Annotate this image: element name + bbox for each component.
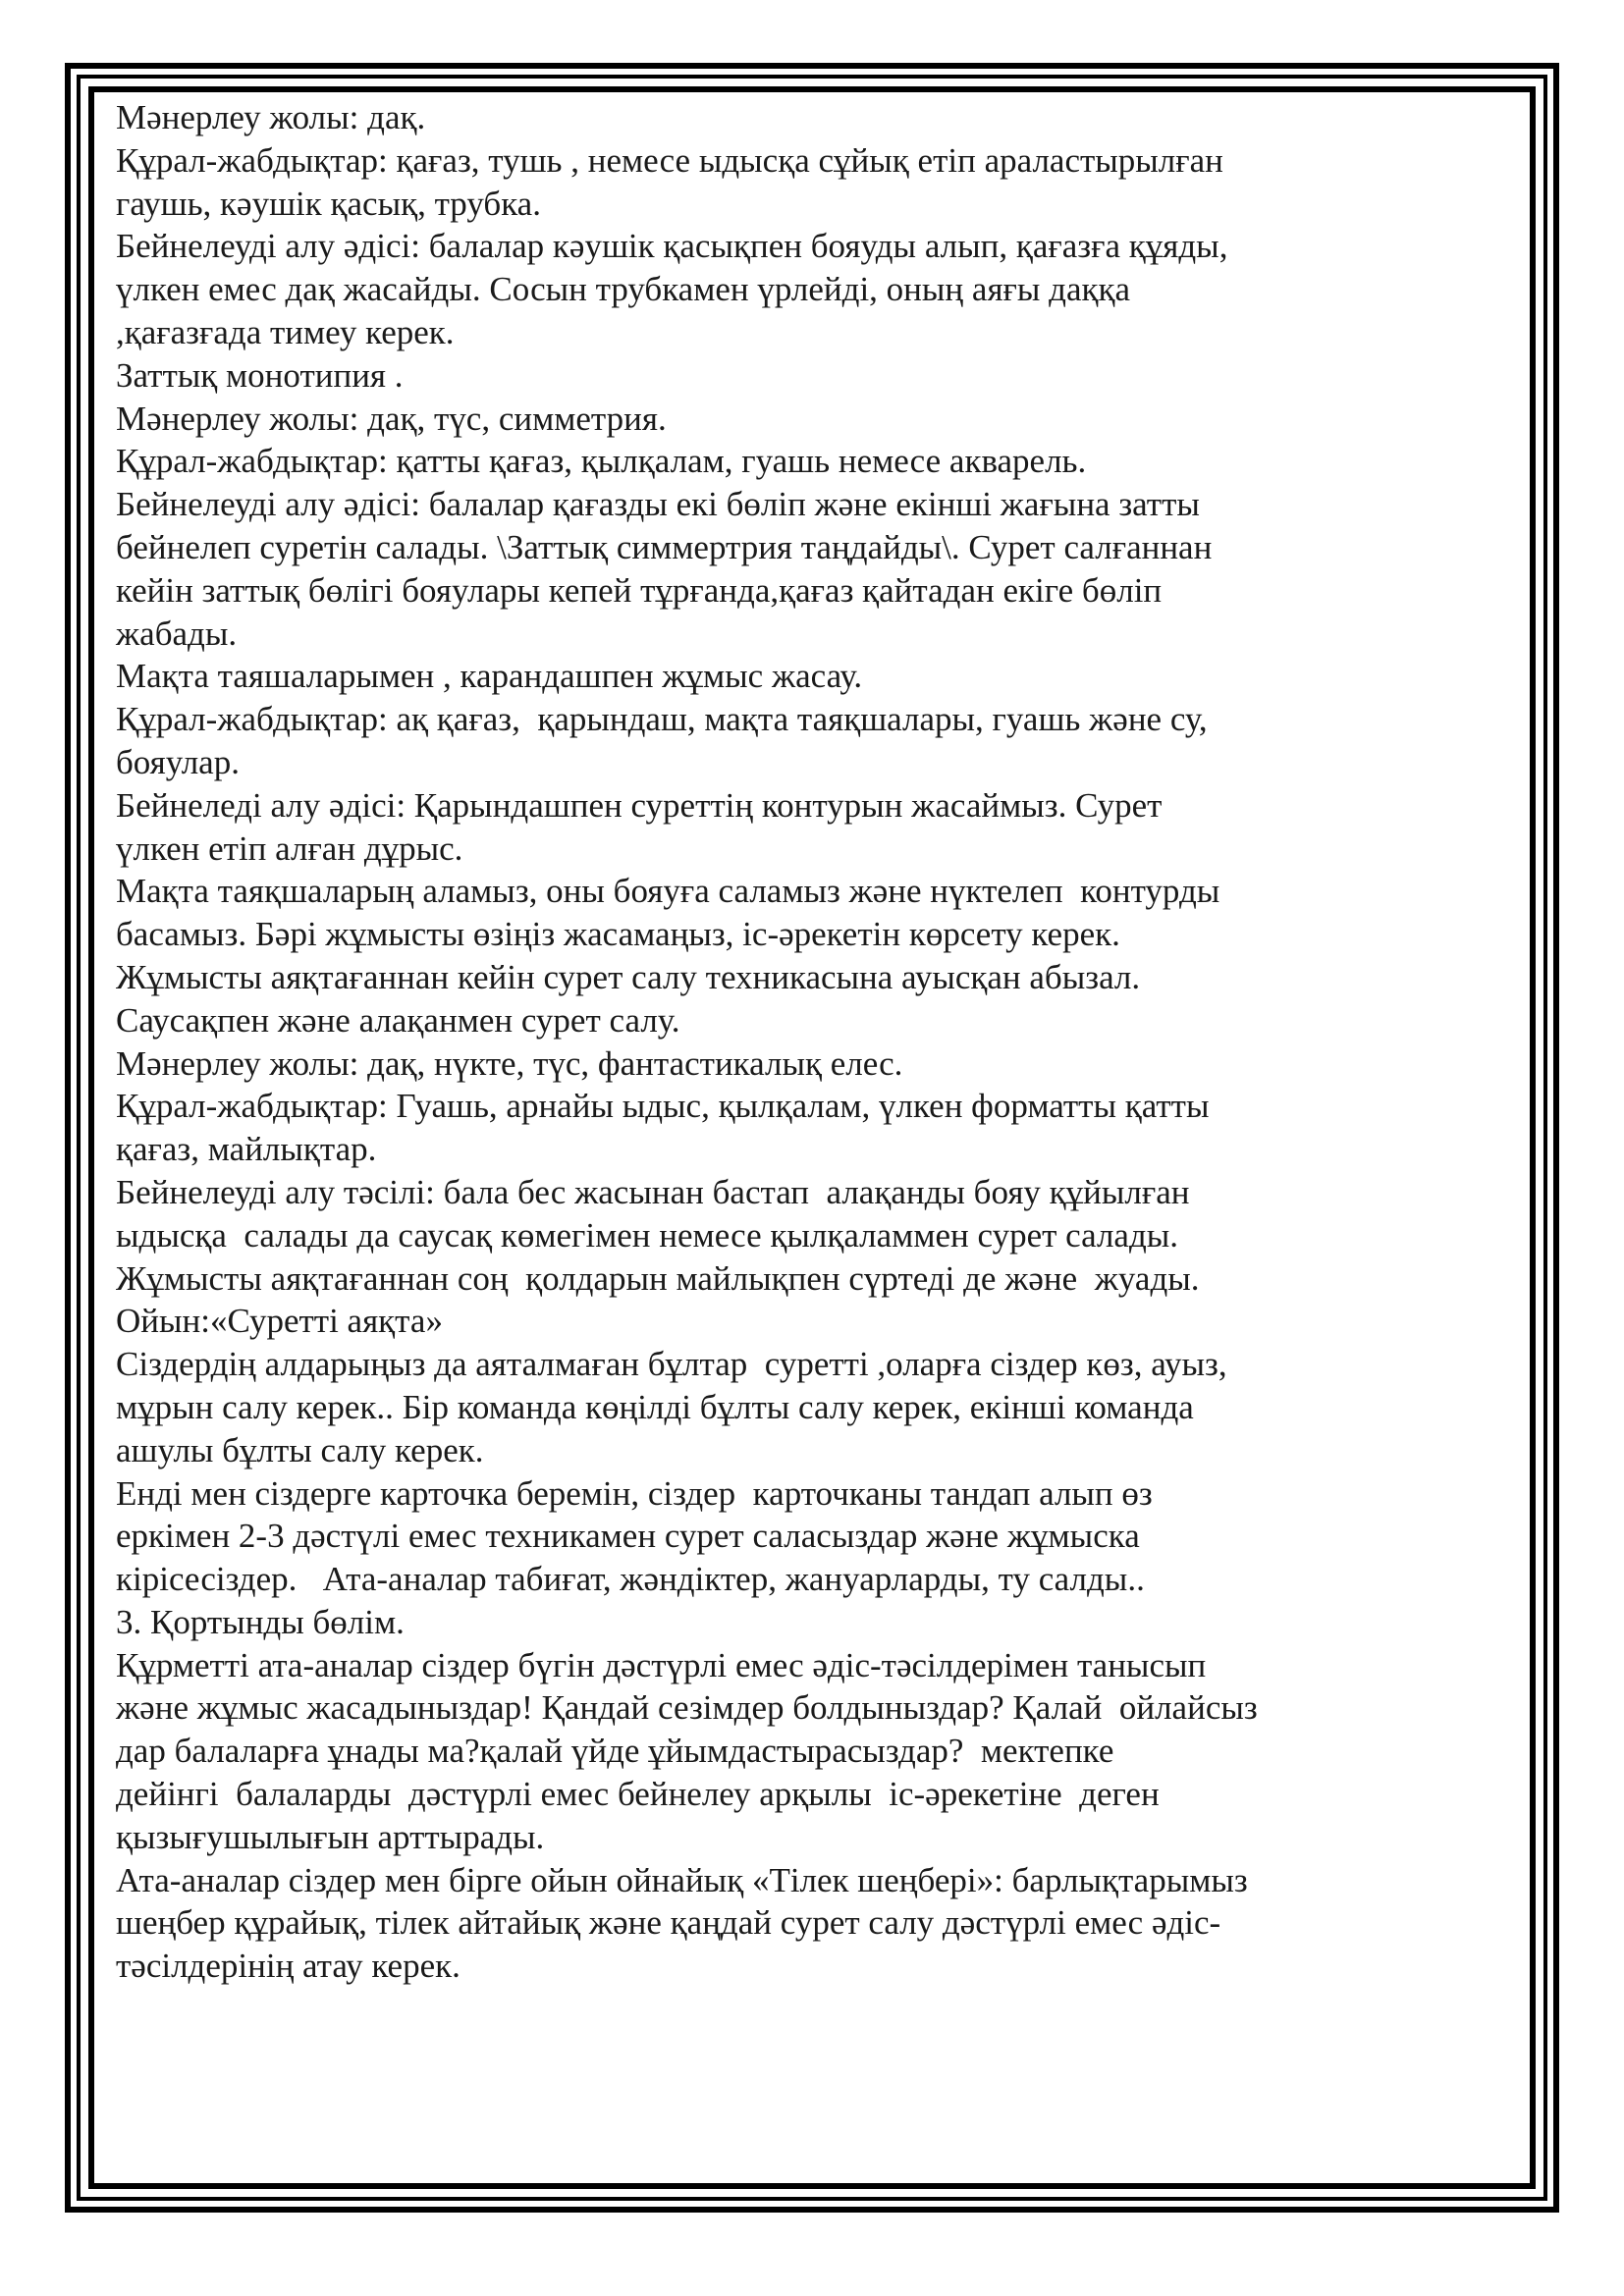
text-line: Құрал-жабдықтар: ақ қағаз, қарындаш, мақта таяқшалары, гуашь және су,: [116, 700, 1208, 739]
text-line: еркімен 2-3 дәстүлі емес техникамен сурет саласыздар және жұмыска: [116, 1517, 1140, 1556]
text-line: Бейнеледі алу әдісі: Қарындашпен суреттің контурын жасаймыз. Сурет: [116, 785, 1163, 825]
text-line: Бейнелеуді алу әдісі: балалар кәушік қасықпен бояуды алып, қағазға құяды,: [116, 227, 1228, 266]
text-line: ыдысқа салады да саусақ көмегімен немесе қылқаламмен сурет салады.: [116, 1215, 1179, 1255]
text-line: Жұмысты аяқтағаннан кейін сурет салу техникасына ауысқан абызал.: [116, 957, 1141, 996]
text-line: Мәнерлеу жолы: дақ.: [116, 98, 426, 136]
text-line: қағаз, майлықтар.: [116, 1130, 377, 1169]
text-line: кірісесіздер. Ата-аналар табиғат, жәндіктер, жануарларды, ту салды..: [116, 1560, 1145, 1599]
text-line: ашулы бұлты салу керек.: [116, 1430, 484, 1469]
text-line: Құрал-жабдықтар: қатты қағаз, қылқалам, гуашь немесе акварель.: [116, 442, 1087, 481]
text-line: Саусақпен және алақанмен сурет салу.: [116, 1000, 680, 1040]
text-line: Құрал-жабдықтар: Гуашь, арнайы ыдыс, қылқалам, үлкен форматты қатты: [116, 1087, 1210, 1126]
text-line: жабады.: [116, 614, 238, 653]
text-line: Құрал-жабдықтар: қағаз, тушь , немесе ыдысқа сұйық етіп араластырылған: [116, 140, 1223, 180]
text-line: ,қағазғада тимеу керек.: [116, 312, 455, 351]
text-line: Ойын:«Суретті аяқта»: [116, 1302, 443, 1341]
text-line: Мақта таяқшаларың аламыз, оны бояуға саламыз және нүктелеп контурды: [116, 872, 1220, 911]
text-line: Мәнерлеу жолы: дақ, нүкте, түс, фантастикалық елес.: [116, 1043, 903, 1083]
text-line: басамыз. Бәрі жұмысты өзіңіз жасамаңыз, іс-әрекетін көрсету керек.: [116, 915, 1120, 954]
text-line: гаушь, кәушік қасық, трубка.: [116, 184, 541, 223]
text-line: Мәнерлеу жолы: дақ, түс, симметрия.: [116, 399, 667, 438]
document-body: [116, 96, 1540, 1988]
text-line: Құрметті ата-аналар сіздер бүгін дәстүрлі емес әдіс-тәсілдерімен танысып: [116, 1645, 1207, 1684]
text-line: дейінгі балаларды дәстүрлі емес бейнелеу арқылы іс-әрекетіне деген: [116, 1775, 1160, 1814]
text-line: кейін заттық бөлігі бояулары кепей тұрғанда,қағаз қайтадан екіге бөліп: [116, 570, 1163, 610]
text-line: Бейнелеуді алу әдісі: балалар қағазды екі бөліп және екінші жағына затты: [116, 485, 1200, 524]
text-line: шеңбер құрайық, тілек айтайық және қаңдай сурет салу дәстүрлі емес әдіс-: [116, 1903, 1221, 1943]
text-line: 3. Қортынды бөлім.: [116, 1602, 405, 1641]
text-line: Енді мен сіздерге карточка беремін, сіздер карточканы тандап алып өз: [116, 1473, 1153, 1513]
text-line: Заттық монотипия .: [116, 355, 404, 395]
text-line: бояулар.: [116, 742, 240, 781]
text-line: мұрын салу керек.. Бір команда көңілді бұлты салу керек, екінші команда: [116, 1387, 1194, 1426]
text-line: дар балаларға ұнады ма?қалай үйде ұйымдастырасыздар? мектепке: [116, 1732, 1114, 1771]
text-line: қызығушылығын арттырады.: [116, 1817, 545, 1856]
text-line: бейнелеп суретін салады. \Заттық симмертрия таңдайды\. Сурет салғаннан: [116, 527, 1213, 566]
text-line: Ата-аналар сіздер мен бірге ойын ойнайық «Тілек шеңбері»: барлықтарымыз: [116, 1860, 1248, 1899]
text-line: Жұмысты аяқтағаннан соң қолдарын майлықпен сүртеді де және жуады.: [116, 1258, 1200, 1298]
text-line: тәсілдерінің атау керек.: [116, 1947, 460, 1986]
text-line: Сіздердің алдарыңыз да аяталмаған бұлтар суретті ,оларға сіздер көз, ауыз,: [116, 1345, 1227, 1384]
text-line: үлкен емес дақ жасайды. Сосын трубкамен үрлейді, оның аяғы даққа: [116, 270, 1131, 309]
text-line: Мақта таяшаларымен , карандашпен жұмыс жасау.: [116, 657, 863, 696]
text-line: үлкен етіп алған дұрыс.: [116, 828, 463, 868]
text-line: Бейнелеуді алу тәсілі: бала бес жасынан бастап алақанды бояу құйылған: [116, 1172, 1190, 1211]
text-line: және жұмыс жасадыныздар! Қандай сезімдер болдыныздар? Қалай ойлайсыз: [116, 1688, 1258, 1728]
